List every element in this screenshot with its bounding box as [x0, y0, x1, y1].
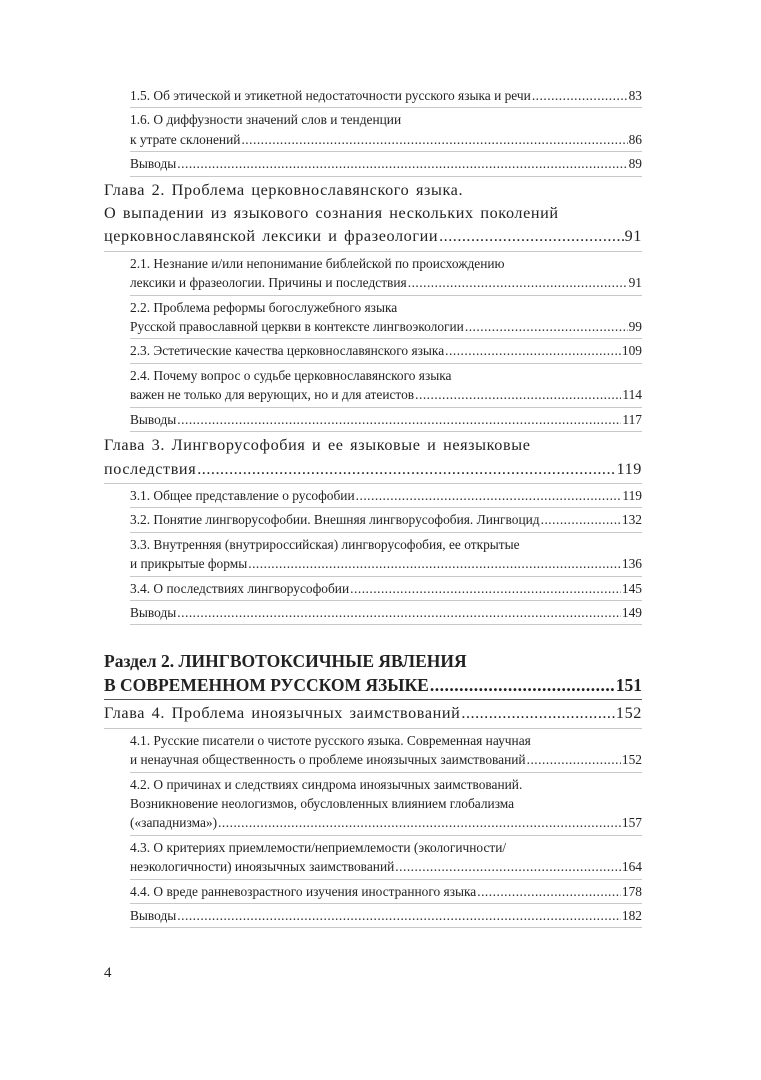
entry-leader-line	[130, 603, 642, 622]
entry-page-number: 152	[621, 752, 642, 768]
dot-leader	[177, 603, 621, 622]
dot-leader	[408, 273, 628, 292]
entry-leader-line	[130, 273, 642, 292]
toc-section-entry	[130, 508, 642, 532]
entry-title-line: важен не только для верующих, но и для атеистов	[130, 387, 415, 403]
entry-title-line: 1.5. Об этической и этикетной недостаточности русского языка и речи	[130, 88, 531, 103]
entry-title-line: 3.1. Общее представление о русофобии	[130, 487, 355, 503]
toc-section-entry	[130, 773, 642, 836]
toc-section-entry	[130, 408, 642, 432]
dot-leader	[430, 673, 615, 697]
dot-leader	[395, 857, 621, 876]
entry-title-line: 2.1. Незнание и/или непонимание библейской по происхождению	[130, 255, 505, 271]
dot-leader	[532, 86, 628, 105]
entry-title-line: Выводы	[130, 908, 177, 923]
entry-leader-line	[130, 857, 642, 876]
toc-section-entry	[130, 836, 642, 880]
toc-section-entry	[130, 880, 642, 904]
entry-leader-line	[130, 317, 642, 336]
entry-page-number: 157	[621, 815, 642, 831]
entry-page-number: 182	[621, 908, 642, 923]
toc-chapter-entry	[104, 432, 642, 484]
toc-chapter-entry	[104, 177, 642, 252]
entry-title-line: 1.6. О диффузности значений слов и тенденции	[130, 112, 402, 128]
entry-page-number: 119	[622, 487, 642, 503]
entry-title-line: Глава 2. Проблема церковнославянского языка.	[104, 180, 464, 199]
entry-title-line: Раздел 2. ЛИНГВОТОКСИЧНЫЕ ЯВЛЕНИЯ	[104, 651, 467, 672]
entry-leader-line	[130, 341, 642, 360]
entry-title-line: неэкологичности) иноязычных заимствований	[130, 859, 395, 875]
entry-page-number: 86	[628, 131, 642, 147]
toc-section-entry	[130, 339, 642, 363]
entry-title-line: 3.2. Понятие лингворусофобии. Внешняя лингворусофобия. Лингвоцид	[130, 512, 540, 528]
dot-leader	[177, 154, 627, 173]
entry-page-number: 99	[628, 319, 642, 335]
entry-leader-line	[130, 579, 642, 598]
entry-title-line: к утрате склонений	[130, 131, 241, 147]
entry-page-number: 89	[628, 156, 642, 172]
entry-page-number: 152	[615, 704, 642, 723]
entry-title-line: 3.3. Внутренняя (внутрироссийская) лингворусофобия, ее открытые	[130, 536, 520, 552]
entry-leader-line	[130, 86, 642, 105]
entry-title-line: О выпадении из языкового сознания нескольких поколений	[104, 204, 559, 223]
toc-section-entry	[130, 364, 642, 408]
entry-title-line: последствия	[104, 459, 197, 478]
entry-title-line: 2.2. Проблема реформы богослужебного языка	[130, 299, 398, 315]
toc-part-entry	[104, 647, 642, 700]
dot-leader	[439, 225, 623, 248]
entry-title-line: 4.3. О критериях приемлемости/неприемлемости (экологичности/	[130, 839, 507, 855]
entry-title-line: Возникновение неологизмов, обусловленных влиянием глобализма	[130, 795, 515, 811]
entry-page-number: 164	[621, 859, 642, 875]
toc-section-entry	[130, 533, 642, 577]
dot-leader	[465, 317, 628, 336]
toc-section-entry	[130, 252, 642, 296]
entry-leader-line	[130, 486, 642, 505]
entry-title-line: Глава 4. Проблема иноязычных заимствований	[104, 704, 461, 723]
entry-page-number: 136	[621, 556, 642, 572]
entry-page-number: 119	[616, 459, 642, 478]
entry-leader-line	[104, 458, 642, 481]
entry-leader-line	[104, 702, 642, 725]
toc-section-entry	[130, 296, 642, 340]
entry-title-line: 2.3. Эстетические качества церковнославянского языка	[130, 343, 445, 359]
dot-leader	[477, 882, 621, 901]
entry-leader-line	[130, 130, 642, 149]
entry-leader-line	[130, 385, 642, 404]
page-number: 4	[104, 965, 112, 981]
entry-page-number: 151	[615, 675, 642, 696]
dot-leader	[356, 486, 622, 505]
dot-leader	[541, 510, 621, 529]
entry-page-number: 117	[622, 411, 642, 427]
entry-title-line: Глава 3. Лингворусофобия и ее языковые и неязыковые	[104, 436, 531, 455]
toc-section-entry	[130, 904, 642, 928]
dot-leader	[241, 130, 627, 149]
entry-page-number: 149	[621, 604, 642, 620]
entry-leader-line	[130, 554, 642, 573]
toc-section-entry	[130, 577, 642, 601]
dot-leader	[248, 554, 621, 573]
toc-section-entry	[130, 152, 642, 176]
entry-page-number: 91	[628, 275, 642, 291]
entry-leader-line	[130, 813, 642, 832]
entry-title-line: («западнизма»)	[130, 815, 218, 831]
dot-leader	[177, 906, 621, 925]
entry-title-line: и ненаучная общественность о проблеме иноязычных заимствований	[130, 752, 526, 768]
entry-title-line: церковнославянской лексики и фразеологии	[104, 227, 439, 246]
entry-title-line: 4.4. О вреде ранневозрастного изучения иностранного языка	[130, 883, 477, 899]
entry-title-line: 4.1. Русские писатели о чистоте русского языка. Современная научная	[130, 732, 531, 748]
dot-leader	[218, 813, 621, 832]
entry-title-line: Выводы	[130, 411, 177, 427]
entry-title-line: В СОВРЕМЕННОМ РУССКОМ ЯЗЫКЕ	[104, 675, 429, 696]
entry-page-number: 83	[628, 88, 642, 103]
entry-page-number: 91	[624, 227, 642, 246]
entry-title-line: лексики и фразеологии. Причины и последствия	[130, 275, 407, 291]
entry-page-number: 114	[622, 387, 642, 403]
entry-title-line: Выводы	[130, 156, 177, 172]
entry-leader-line	[130, 882, 642, 901]
toc-section-entry	[130, 601, 642, 625]
dot-leader	[415, 385, 621, 404]
entry-title-line: и прикрытые формы	[130, 556, 248, 572]
toc-section-entry	[130, 108, 642, 152]
entry-leader-line	[130, 510, 642, 529]
entry-title-line: 2.4. Почему вопрос о судьбе церковнославянского языка	[130, 367, 452, 383]
toc-section-entry	[130, 84, 642, 108]
entry-leader-line	[130, 750, 642, 769]
dot-leader	[527, 750, 621, 769]
dot-leader	[461, 702, 614, 725]
entry-leader-line	[104, 225, 642, 248]
entry-leader-line	[130, 410, 642, 429]
table-of-contents	[104, 84, 642, 928]
entry-leader-line	[130, 154, 642, 173]
entry-page-number: 145	[621, 580, 642, 596]
toc-section-entry	[130, 484, 642, 508]
entry-page-number: 178	[621, 883, 642, 899]
dot-leader	[350, 579, 621, 598]
toc-chapter-entry	[104, 700, 642, 728]
entry-page-number: 109	[621, 343, 642, 359]
toc-section-entry	[130, 729, 642, 773]
entry-page-number: 132	[621, 512, 642, 528]
dot-leader	[445, 341, 621, 360]
entry-title-line: Выводы	[130, 604, 177, 620]
entry-title-line: 4.2. О причинах и следствиях синдрома иноязычных заимствований.	[130, 776, 523, 792]
dot-leader	[177, 410, 621, 429]
entry-title-line: Русской православной церкви в контексте лингвоэкологии	[130, 319, 464, 335]
entry-leader-line	[130, 906, 642, 925]
entry-leader-line	[104, 673, 642, 697]
entry-title-line: 3.4. О последствиях лингворусофобии	[130, 580, 350, 596]
dot-leader	[197, 458, 615, 481]
